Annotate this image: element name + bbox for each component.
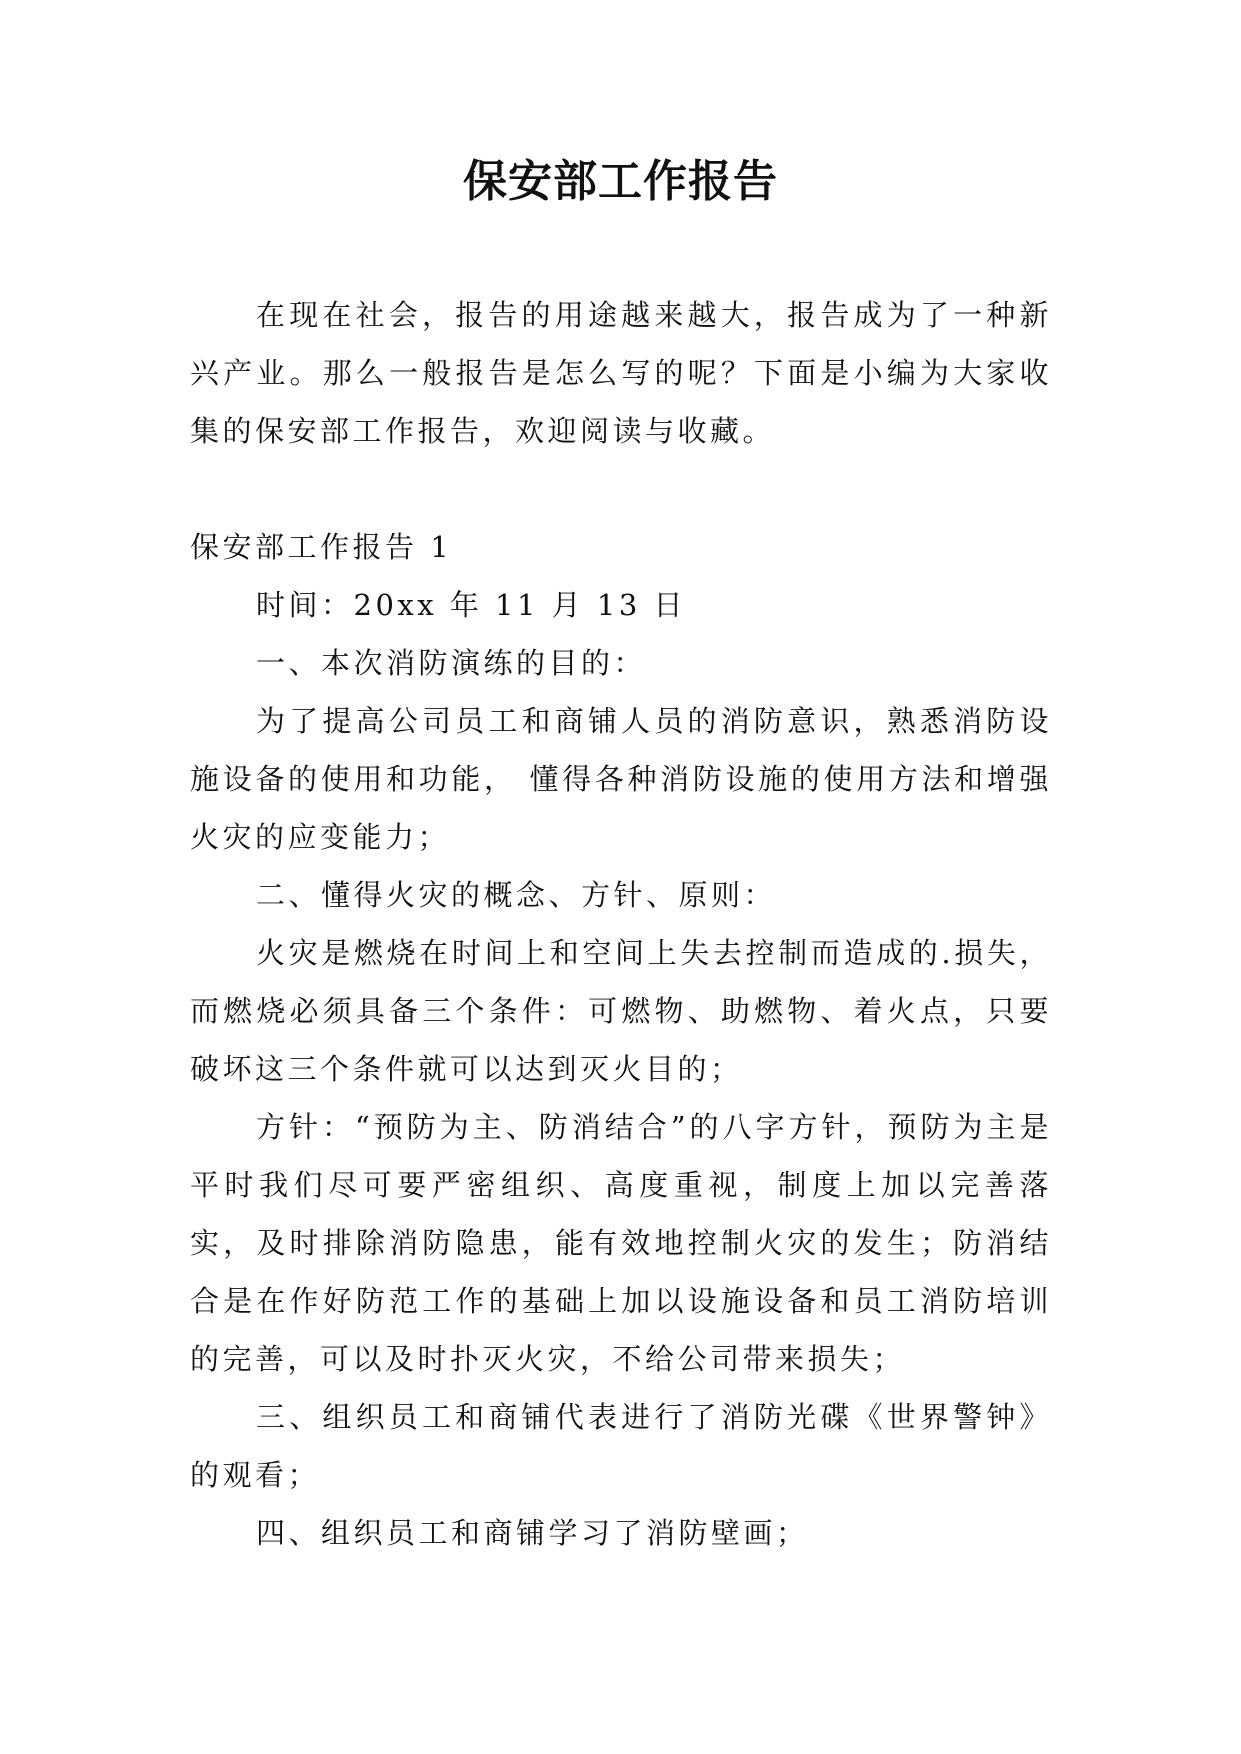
body-paragraph: 为了提高公司员工和商铺人员的消防意识，熟悉消防设施设备的使用和功能， 懂得各种消防设施的使用方法和增强火灾的应变能力； (190, 704, 1052, 854)
section-heading: 保安部工作报告 1 (190, 530, 453, 564)
body-paragraph: 二、懂得火灾的概念、方针、原则： (256, 878, 777, 912)
paragraph-spacer (190, 460, 1052, 518)
body-paragraph: 四、组织员工和商铺学习了消防壁画； (256, 1516, 809, 1550)
document-body (190, 286, 1052, 1562)
body-paragraph: 一、本次消防演练的目的： (256, 646, 647, 680)
body-paragraph: 三、组织员工和商铺代表进行了消防光碟《世界警钟》的观看； (190, 1400, 1052, 1492)
intro-paragraph: 在现在社会，报告的用途越来越大，报告成为了一种新兴产业。那么一般报告是怎么写的呢？下面是小编为大家收集的保安部工作报告，欢迎阅读与收藏。 (190, 298, 1052, 448)
document-title: 保安部工作报告 (463, 156, 778, 207)
body-paragraph: 时间：20xx 年 11 月 13 日 (256, 588, 687, 622)
body-paragraph: 方针：“预防为主、防消结合”的八字方针，预防为主是平时我们尽可要严密组织、高度重视，制度上加以完善落实，及时排除消防隐患，能有效地控制火灾的发生；防消结合是在作好防范工作的基础上加以设施设备和员工消防培训的完善，可以及时扑灭火灾，不给公司带来损失； (190, 1110, 1052, 1376)
body-paragraph: 火灾是燃烧在时间上和空间上失去控制而造成的.损失，而燃烧必须具备三个条件：可燃物、助燃物、着火点，只要破坏这三个条件就可以达到灭火目的； (190, 936, 1052, 1086)
